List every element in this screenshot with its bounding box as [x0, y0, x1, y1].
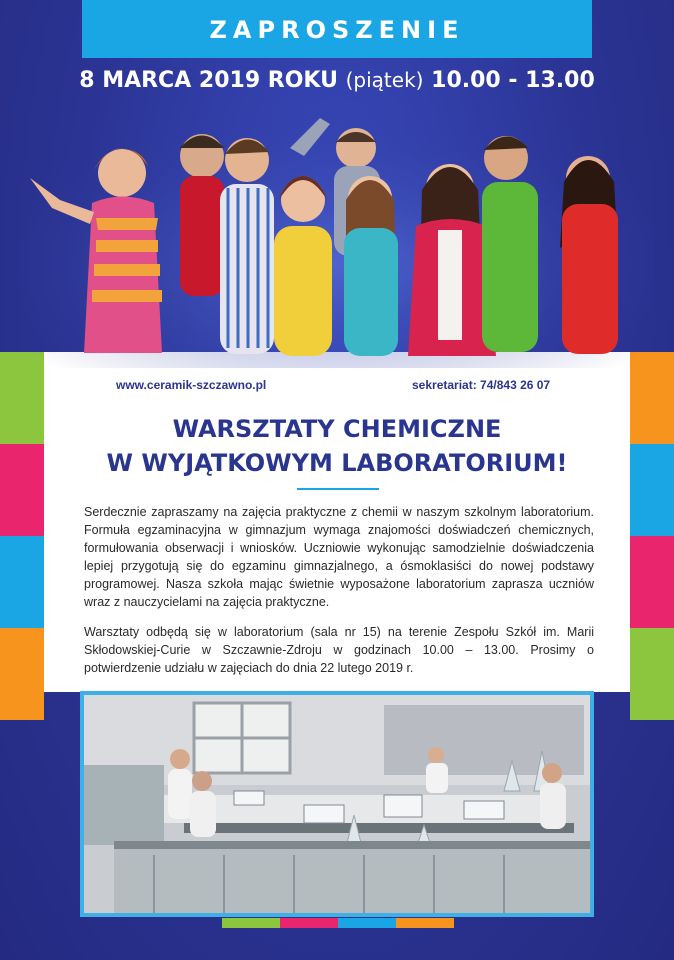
right-color-block-pink	[630, 536, 674, 628]
bottom-strip-orange	[396, 918, 454, 928]
details-paragraph: Warsztaty odbędą się w laboratorium (sala nr 15) na terenie Zespołu Szkół im. Marii Skłodowskiej-Curie w Szczawnie-Zdroju w godzinach 10.00 – 13.00. Prosimy o potwierdzenie udziału w zajęciach do dnia 22 lutego 2019 r.	[84, 625, 594, 675]
right-color-block-blue	[630, 444, 674, 536]
workshop-heading-line2: W WYJĄTKOWYM LABORATORIUM!	[106, 449, 568, 477]
bottom-strip-blue	[338, 918, 396, 928]
left-color-block-blue	[0, 536, 44, 628]
students-photo	[20, 108, 654, 368]
secretariat-phone: sekretariat: 74/843 26 07	[412, 378, 551, 392]
event-date-main: 8 MARCA 2019 ROKU	[79, 68, 338, 93]
bottom-strip-pink	[280, 918, 338, 928]
invitation-title: ZAPROSZENIE	[82, 0, 592, 58]
workshop-heading-line1: WARSZTATY CHEMICZNE	[172, 415, 502, 443]
left-color-block-orange	[0, 628, 44, 720]
laboratory-photo	[84, 695, 590, 913]
workshop-heading	[44, 412, 630, 480]
event-time: 10.00 - 13.00	[431, 68, 595, 93]
event-day: (piątek)	[345, 68, 424, 92]
intro-paragraph: Serdecznie zapraszamy na zajęcia praktyczne z chemii w naszym szkolnym laboratorium. Formuła egzaminacyjna w gimnazjum wymaga znajomości doświadczeń chemicznych, formułowania obserwacji i wniosków. Uczniowie wykonując samodzielnie doświadczenia lepiej przygotują się do egzaminu gimnazjalnego, a ósmoklasiści do nowej podstawy programowej. Nasza szkoła mając świetnie wyposażone laboratorium zaprasza uczniów wraz z nauczycielami na zajęcia praktyczne.	[84, 505, 594, 609]
school-website: www.ceramik-szczawno.pl	[116, 378, 267, 392]
laboratory-photo-frame	[80, 691, 594, 917]
heading-divider	[297, 488, 379, 490]
left-color-block-pink	[0, 444, 44, 536]
bottom-strip-green	[222, 918, 280, 928]
event-date	[0, 68, 674, 93]
right-color-block-green	[630, 628, 674, 720]
